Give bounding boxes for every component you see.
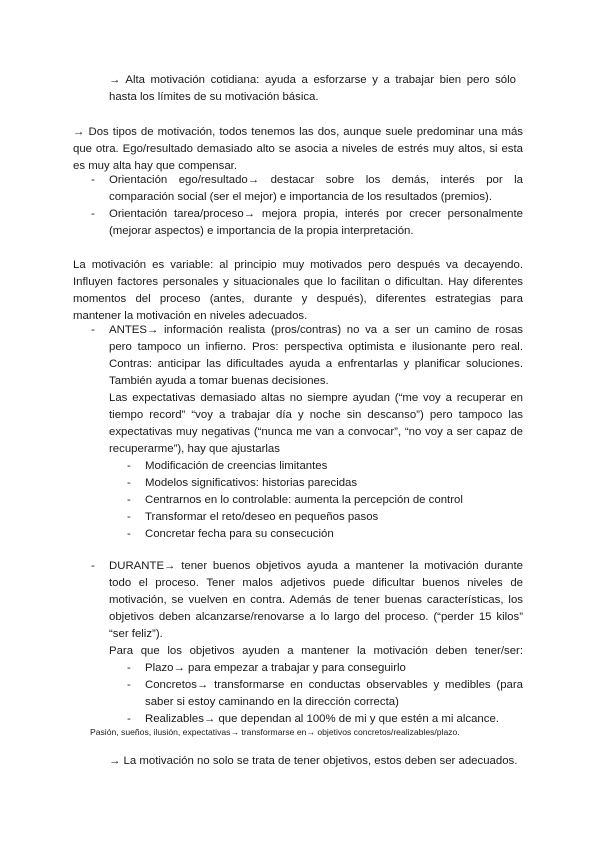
list-dash: - (127, 713, 131, 725)
p3-line-4: mantener la motivación en niveles adecuados. (73, 310, 308, 322)
antes-sub-item-1: Modificación de creencias limitantes (145, 460, 328, 472)
antes-sub-item-3: Centrarnos en lo controlable: aumenta la percepción de control (145, 494, 463, 506)
p2-line-3: es muy alta hay que compensar. (73, 160, 237, 172)
durante-sub-item-1: Plazo→ para empezar a trabajar y para conseguirlo (145, 662, 406, 674)
antes-line-6: tiempo record” “voy a trabajar día y noche sin descanso”) pero tampoco las (109, 409, 523, 421)
durante-line-2: todo el proceso. Tener malos adjetivos puede dificultar buenos niveles de (109, 577, 523, 589)
antes-line-8: recuperarme”), hay que ajustarlas (109, 443, 280, 455)
durante-sub-item-2-line-2: saber si estoy caminando en la dirección correcta) (145, 696, 399, 708)
durante-sub-item-3: Realizables→ que dependan al 100% de mi y que estén a mi alcance. (145, 713, 499, 725)
p2-line-2: que otra. Ego/resultado demasiado alto se asocia a niveles de estrés muy altos, si esta (73, 143, 523, 155)
list-dash: - (127, 460, 131, 472)
p2-bullet1-line-2: comparación social (ser el mejor) e importancia de los resultados (premios). (109, 191, 492, 203)
p3-line-2: Influyen factores personales y situacionales que lo facilitan o dificultan. Hay diferentes (73, 276, 523, 288)
list-dash: - (127, 477, 131, 489)
list-dash: - (127, 679, 131, 691)
durante-line-6: Para que los objetivos ayuden a mantener la motivación deben tener/ser: (109, 645, 523, 657)
antes-sub-item-2: Modelos significativos: historias parecidas (145, 477, 358, 489)
p2-bullet2-line-1: Orientación tarea/proceso→ mejora propia, interés por crecer personalmente (109, 208, 523, 220)
antes-line-7: expectativas muy negativas (“nunca me van a convocar”, “no voy a ser capaz de (109, 426, 523, 438)
durante-line-3: motivación, se vuelven en contra. Además de tener buenas características, los (109, 594, 523, 606)
list-dash: - (127, 662, 131, 674)
durante-line-5: “ser feliz”). (109, 628, 163, 640)
durante-line-1: DURANTE→ tener buenos objetivos ayuda a mantener la motivación durante (109, 560, 523, 572)
antes-line-4: También ayuda a tomar buenas decisiones. (109, 375, 329, 387)
list-dash: - (127, 511, 131, 523)
p3-line-1: La motivación es variable: al principio muy motivados pero después va decayendo. (73, 259, 523, 271)
antes-line-5: Las expectativas demasiado altas no siempre ayudan (“me voy a recuperar en (109, 392, 523, 404)
closing-line: → La motivación no solo se trata de tener objetivos, estos deben ser adecuados. (109, 755, 518, 767)
list-dash: - (127, 494, 131, 506)
list-dash: - (91, 174, 95, 186)
antes-sub-item-5: Concretar fecha para su consecución (145, 528, 334, 540)
p3-line-3: momentos del proceso (antes, durante y después), diferentes estrategias para (73, 293, 523, 305)
list-dash: - (127, 528, 131, 540)
antes-sub-item-4: Transformar el reto/deseo en pequeños pasos (145, 511, 379, 523)
p2-bullet2-line-2: (mejorar aspectos) e importancia de la propia interpretación. (109, 225, 414, 237)
list-dash: - (91, 560, 95, 572)
antes-line-1: ANTES→ información realista (pros/contras) no va a ser un camino de rosas (109, 324, 523, 336)
list-dash: - (91, 324, 95, 336)
durante-sub-item-2-line-1: Concretos→ transformarse en conductas observables y medibles (para (145, 679, 523, 691)
durante-line-4: objetivos deben alcanzarse/renovarse a lo largo del proceso. (“perder 15 kilos” (109, 611, 523, 623)
antes-line-2: pero tampoco un infierno. Pros: perspectiva optimista e ilusionante pero real. (109, 341, 523, 353)
small-note: Pasión, sueños, ilusión, expectativas→ transformarse en→ objetivos concretos/realizables/plazo. (90, 727, 460, 737)
p2-line-1: → Dos tipos de motivación, todos tenemos las dos, aunque suele predominar una más (73, 126, 523, 138)
list-dash: - (91, 208, 95, 220)
p2-bullet1-line-1: Orientación ego/resultado→ destacar sobre los demás, interés por la (109, 174, 523, 186)
p1-line-2: hasta los límites de su motivación básica. (109, 91, 319, 103)
p1-line-1: → Alta motivación cotidiana: ayuda a esforzarse y a trabajar bien pero sólo (109, 74, 516, 86)
antes-line-3: Contras: anticipar las dificultades ayuda a enfrentarlas y planificar soluciones. (109, 358, 523, 370)
